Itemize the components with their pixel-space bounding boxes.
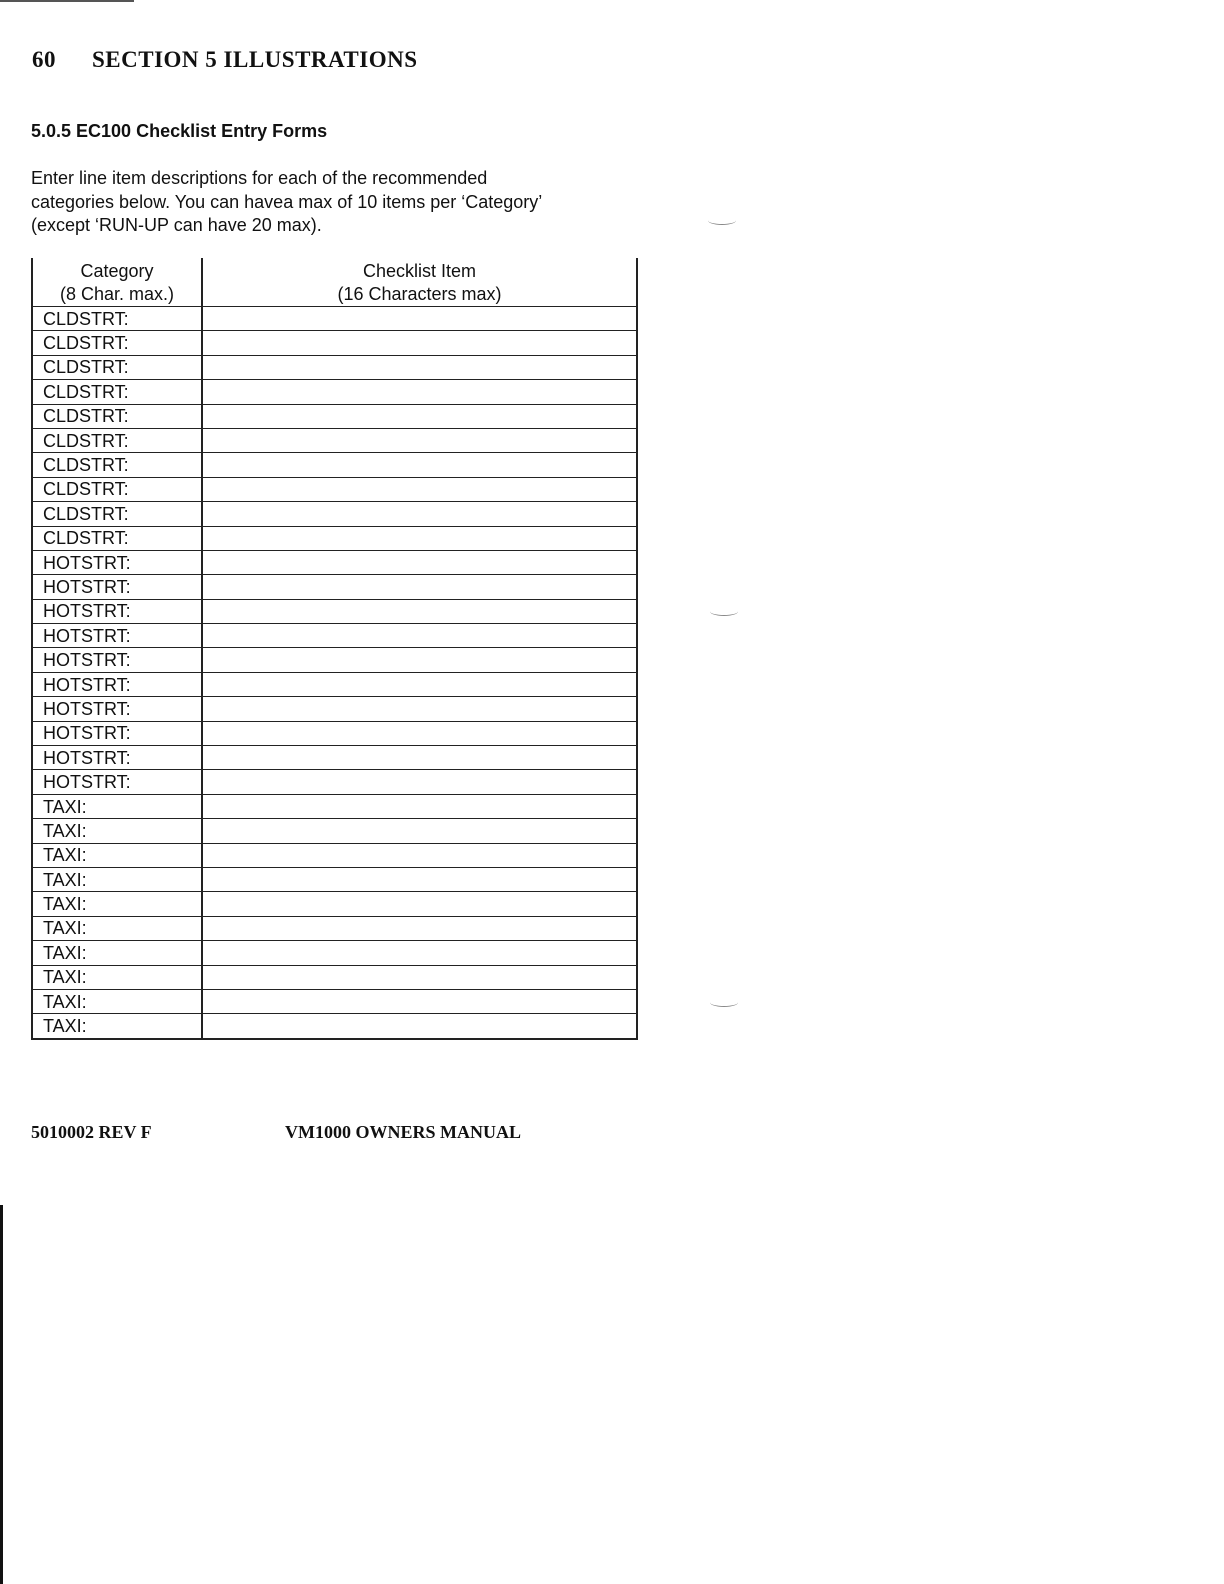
- checklist-item-cell[interactable]: [202, 892, 637, 916]
- category-cell: CLDSTRT:: [32, 502, 202, 526]
- table-row: [32, 989, 637, 1013]
- table-row: [32, 331, 637, 355]
- checklist-item-cell[interactable]: [202, 502, 637, 526]
- checklist-item-cell[interactable]: [202, 721, 637, 745]
- binder-hole-mark: [710, 998, 738, 1007]
- category-cell: HOTSTRT:: [32, 624, 202, 648]
- checklist-item-cell[interactable]: [202, 453, 637, 477]
- table-row: [32, 746, 637, 770]
- manual-title: VM1000 OWNERS MANUAL: [285, 1122, 521, 1142]
- item-header-limit: (16 Characters max): [337, 284, 502, 304]
- top-edge-rule: [0, 0, 134, 2]
- checklist-item-cell[interactable]: [202, 575, 637, 599]
- checklist-item-cell[interactable]: [202, 428, 637, 452]
- category-cell: HOTSTRT:: [32, 575, 202, 599]
- checklist-item-cell[interactable]: [202, 648, 637, 672]
- category-cell: TAXI:: [32, 965, 202, 989]
- table-row: [32, 453, 637, 477]
- scan-edge-shadow: [0, 1205, 3, 1584]
- table-row: [32, 672, 637, 696]
- category-cell: CLDSTRT:: [32, 453, 202, 477]
- item-header-label: Checklist Item: [362, 261, 477, 281]
- checklist-item-cell[interactable]: [202, 477, 637, 501]
- table-row: [32, 941, 637, 965]
- checklist-item-cell[interactable]: [202, 599, 637, 623]
- checklist-entry-table: [31, 258, 638, 1040]
- table-row: [32, 355, 637, 379]
- table-row: [32, 404, 637, 428]
- category-cell: HOTSTRT:: [32, 770, 202, 794]
- category-cell: HOTSTRT:: [32, 599, 202, 623]
- checklist-item-cell[interactable]: [202, 307, 637, 331]
- table-header-row: [32, 258, 637, 307]
- category-cell: TAXI:: [32, 941, 202, 965]
- checklist-item-cell[interactable]: [202, 355, 637, 379]
- category-cell: CLDSTRT:: [32, 331, 202, 355]
- checklist-item-cell[interactable]: [202, 941, 637, 965]
- intro-line: (except ‘RUN-UP can have 20 max).: [31, 215, 322, 235]
- checklist-item-cell[interactable]: [202, 697, 637, 721]
- table-row: [32, 575, 637, 599]
- checklist-item-cell[interactable]: [202, 843, 637, 867]
- checklist-item-cell[interactable]: [202, 672, 637, 696]
- category-cell: HOTSTRT:: [32, 721, 202, 745]
- table-row: [32, 721, 637, 745]
- checklist-item-cell[interactable]: [202, 916, 637, 940]
- category-cell: TAXI:: [32, 794, 202, 818]
- running-header: [32, 47, 418, 73]
- table-row: [32, 1014, 637, 1039]
- checklist-item-cell[interactable]: [202, 989, 637, 1013]
- table-row: [32, 477, 637, 501]
- category-cell: TAXI:: [32, 892, 202, 916]
- intro-line: Enter line item descriptions for each of the recommended: [31, 168, 488, 188]
- category-column-header: [32, 258, 202, 307]
- checklist-item-cell[interactable]: [202, 819, 637, 843]
- category-cell: CLDSTRT:: [32, 526, 202, 550]
- table-row: [32, 599, 637, 623]
- table-row: [32, 307, 637, 331]
- category-header-limit: (8 Char. max.): [59, 284, 175, 304]
- table-row: [32, 916, 637, 940]
- category-cell: CLDSTRT:: [32, 477, 202, 501]
- category-cell: TAXI:: [32, 867, 202, 891]
- table-row: [32, 892, 637, 916]
- checklist-item-cell[interactable]: [202, 624, 637, 648]
- checklist-item-cell[interactable]: [202, 770, 637, 794]
- document-number: 5010002 REV F: [31, 1122, 152, 1142]
- table-row: [32, 648, 637, 672]
- category-cell: CLDSTRT:: [32, 428, 202, 452]
- intro-paragraph: [31, 167, 651, 238]
- table-row: [32, 770, 637, 794]
- table-row: [32, 502, 637, 526]
- category-cell: TAXI:: [32, 819, 202, 843]
- page-number: 60: [32, 47, 56, 72]
- binder-hole-mark: [708, 216, 736, 225]
- section-heading: 5.0.5 EC100 Checklist Entry Forms: [31, 121, 328, 141]
- page-footer: [31, 1122, 521, 1143]
- table-row: [32, 624, 637, 648]
- category-cell: TAXI:: [32, 916, 202, 940]
- checklist-item-cell[interactable]: [202, 794, 637, 818]
- section-title: SECTION 5 ILLUSTRATIONS: [92, 47, 418, 72]
- table-row: [32, 526, 637, 550]
- category-cell: CLDSTRT:: [32, 307, 202, 331]
- checklist-item-cell[interactable]: [202, 867, 637, 891]
- intro-line: categories below. You can havea max of 10 items per ‘Category’: [31, 191, 543, 212]
- checklist-item-cell[interactable]: [202, 404, 637, 428]
- category-header-label: Category: [80, 261, 154, 281]
- checklist-item-cell[interactable]: [202, 331, 637, 355]
- table-row: [32, 550, 637, 574]
- table-row: [32, 380, 637, 404]
- category-cell: HOTSTRT:: [32, 672, 202, 696]
- category-cell: CLDSTRT:: [32, 355, 202, 379]
- table-row: [32, 843, 637, 867]
- checklist-item-column-header: [202, 258, 637, 307]
- table-row: [32, 697, 637, 721]
- table-body: [32, 307, 637, 1039]
- checklist-item-cell[interactable]: [202, 746, 637, 770]
- checklist-item-cell[interactable]: [202, 1014, 637, 1039]
- binder-hole-mark: [710, 607, 738, 616]
- table-row: [32, 965, 637, 989]
- checklist-item-cell[interactable]: [202, 526, 637, 550]
- category-cell: CLDSTRT:: [32, 380, 202, 404]
- category-cell: TAXI:: [32, 989, 202, 1013]
- category-cell: HOTSTRT:: [32, 550, 202, 574]
- category-cell: HOTSTRT:: [32, 697, 202, 721]
- table-row: [32, 428, 637, 452]
- category-cell: TAXI:: [32, 1014, 202, 1039]
- category-cell: HOTSTRT:: [32, 648, 202, 672]
- table-row: [32, 794, 637, 818]
- table-row: [32, 819, 637, 843]
- table-row: [32, 867, 637, 891]
- checklist-item-cell[interactable]: [202, 380, 637, 404]
- category-cell: TAXI:: [32, 843, 202, 867]
- checklist-item-cell[interactable]: [202, 965, 637, 989]
- checklist-item-cell[interactable]: [202, 550, 637, 574]
- category-cell: CLDSTRT:: [32, 404, 202, 428]
- category-cell: HOTSTRT:: [32, 746, 202, 770]
